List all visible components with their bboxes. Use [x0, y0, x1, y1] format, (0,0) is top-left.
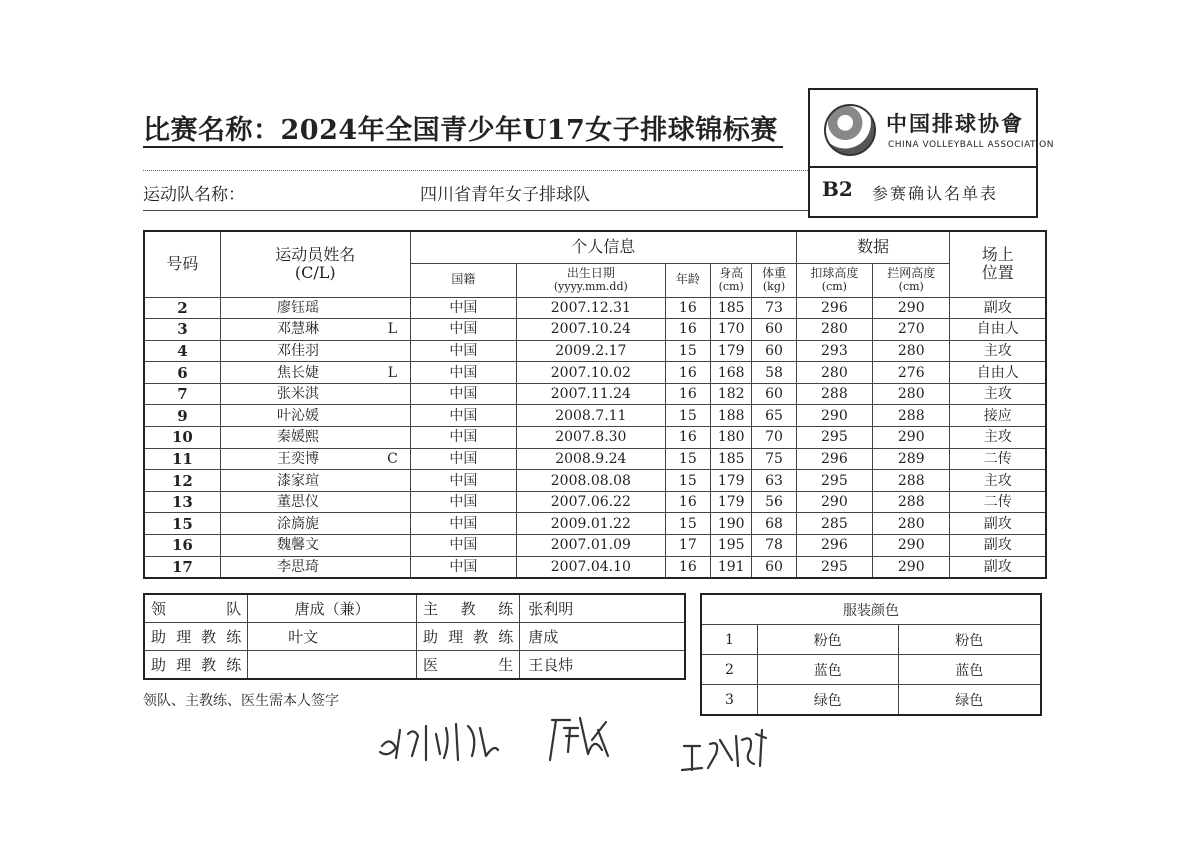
- player-spike: 290: [796, 405, 872, 427]
- player-name: 董思仪: [220, 491, 375, 513]
- player-number: 16: [144, 535, 220, 557]
- header-name: [220, 231, 410, 297]
- player-nationality: 中国: [410, 427, 516, 449]
- volleyball-logo-icon: [824, 104, 876, 156]
- player-number: 11: [144, 448, 220, 470]
- table-row: [144, 427, 1046, 449]
- player-block: 280: [873, 340, 950, 362]
- table-row: [144, 362, 1046, 384]
- player-position: 主攻: [950, 427, 1046, 449]
- player-age: 15: [665, 513, 710, 535]
- player-block: 288: [873, 405, 950, 427]
- header-personal: 个人信息: [410, 231, 796, 263]
- player-height: 179: [711, 470, 752, 492]
- player-position: 二传: [950, 448, 1046, 470]
- player-role: [375, 427, 410, 449]
- uniform-number: 3: [701, 685, 757, 716]
- uniform-number: 2: [701, 655, 757, 685]
- player-role: [375, 383, 410, 405]
- form-title: 参赛确认名单表: [872, 184, 999, 203]
- player-number: 7: [144, 383, 220, 405]
- player-age: 16: [665, 427, 710, 449]
- player-age: 15: [665, 340, 710, 362]
- player-spike: 295: [796, 556, 872, 578]
- player-number: 9: [144, 405, 220, 427]
- player-nationality: 中国: [410, 535, 516, 557]
- uniform-color-shirt: 粉色: [757, 625, 898, 655]
- player-nationality: 中国: [410, 491, 516, 513]
- player-dob: 2008.08.08: [517, 470, 666, 492]
- assistant-coach-label-3: 助理教练: [144, 651, 248, 680]
- player-block: 290: [873, 535, 950, 557]
- player-weight: 65: [752, 405, 796, 427]
- player-position: 副攻: [950, 556, 1046, 578]
- player-dob: 2008.9.24: [517, 448, 666, 470]
- player-age: 16: [665, 491, 710, 513]
- uniform-row: [701, 655, 1041, 685]
- player-spike: 296: [796, 448, 872, 470]
- header-dob: [517, 263, 666, 297]
- header-name-main: 运动员姓名: [275, 244, 356, 264]
- player-height: 185: [711, 448, 752, 470]
- table-row: [144, 448, 1046, 470]
- player-block: 290: [873, 427, 950, 449]
- assistant-coach-value-3: [248, 651, 417, 680]
- uniform-color-shorts: 蓝色: [898, 655, 1041, 685]
- player-height: 179: [711, 340, 752, 362]
- player-number: 12: [144, 470, 220, 492]
- table-row: [144, 513, 1046, 535]
- player-weight: 58: [752, 362, 796, 384]
- player-role: C: [375, 448, 410, 470]
- player-dob: 2007.01.09: [517, 535, 666, 557]
- dotted-divider: [143, 170, 808, 171]
- player-name: 王奕博: [220, 448, 375, 470]
- player-height: 188: [711, 405, 752, 427]
- player-name: 叶沁媛: [220, 405, 375, 427]
- header-height-label: 身高: [719, 265, 744, 280]
- player-dob: 2007.04.10: [517, 556, 666, 578]
- player-name: 李思琦: [220, 556, 375, 578]
- header-age: 年龄: [665, 263, 710, 297]
- player-block: 288: [873, 470, 950, 492]
- uniform-number: 1: [701, 625, 757, 655]
- player-position: 主攻: [950, 383, 1046, 405]
- player-block: 288: [873, 491, 950, 513]
- player-number: 3: [144, 319, 220, 341]
- player-weight: 60: [752, 383, 796, 405]
- header-dob-format: (yyyy.mm.dd): [553, 279, 628, 293]
- header-dob-label: 出生日期: [566, 265, 615, 280]
- player-age: 15: [665, 448, 710, 470]
- player-role: [375, 491, 410, 513]
- player-role: [375, 556, 410, 578]
- table-row: [144, 535, 1046, 557]
- player-position: 副攻: [950, 297, 1046, 319]
- player-age: 15: [665, 470, 710, 492]
- uniform-color-shirt: 绿色: [757, 685, 898, 716]
- signature-head-coach: [380, 724, 498, 760]
- roster-body: [144, 297, 1046, 578]
- player-number: 15: [144, 513, 220, 535]
- player-block: 289: [873, 448, 950, 470]
- player-height: 168: [711, 362, 752, 384]
- header-position-1: 场上: [981, 244, 1014, 264]
- player-name: 张米淇: [220, 383, 375, 405]
- player-height: 170: [711, 319, 752, 341]
- player-dob: 2007.11.24: [517, 383, 666, 405]
- logo-divider: [810, 166, 1036, 168]
- uniform-row: [701, 625, 1041, 655]
- form-code: B2: [822, 177, 853, 201]
- signature-doctor: [682, 730, 766, 770]
- player-number: 17: [144, 556, 220, 578]
- player-role: [375, 340, 410, 362]
- player-name: 焦长婕: [220, 362, 375, 384]
- player-dob: 2009.01.22: [517, 513, 666, 535]
- doctor-value: 王良炜: [520, 651, 685, 680]
- header-block: [873, 263, 950, 297]
- table-row: [144, 405, 1046, 427]
- roster-table: [143, 230, 1047, 579]
- table-row: [144, 383, 1046, 405]
- player-role: [375, 470, 410, 492]
- header-spike-unit: (cm): [821, 279, 847, 293]
- player-height: 195: [711, 535, 752, 557]
- player-weight: 70: [752, 427, 796, 449]
- player-height: 191: [711, 556, 752, 578]
- player-nationality: 中国: [410, 470, 516, 492]
- leader-value: 唐成（兼）: [248, 594, 417, 623]
- player-age: 16: [665, 383, 710, 405]
- uniform-color-shorts: 粉色: [898, 625, 1041, 655]
- logo-name-cn: 中国排球协會: [886, 111, 1024, 136]
- player-role: [375, 297, 410, 319]
- uniform-title: 服装颜色: [701, 594, 1041, 625]
- uniform-color-shirt: 蓝色: [757, 655, 898, 685]
- player-name: 秦媛熙: [220, 427, 375, 449]
- player-nationality: 中国: [410, 319, 516, 341]
- signature-note: 领队、主教练、医生需本人签字: [143, 693, 339, 709]
- player-height: 182: [711, 383, 752, 405]
- player-age: 17: [665, 535, 710, 557]
- player-dob: 2009.2.17: [517, 340, 666, 362]
- player-number: 10: [144, 427, 220, 449]
- player-role: L: [375, 319, 410, 341]
- player-dob: 2007.10.02: [517, 362, 666, 384]
- team-name: 四川省青年女子排球队: [420, 185, 590, 205]
- player-name: 邓佳羽: [220, 340, 375, 362]
- header-name-sub: (C/L): [294, 263, 336, 283]
- player-role: [375, 535, 410, 557]
- header-block-unit: (cm): [898, 279, 924, 293]
- player-nationality: 中国: [410, 513, 516, 535]
- player-spike: 280: [796, 362, 872, 384]
- player-height: 179: [711, 491, 752, 513]
- player-block: 290: [873, 297, 950, 319]
- player-spike: 293: [796, 340, 872, 362]
- logo-name-en: CHINA VOLLEYBALL ASSOCIATION: [888, 140, 1055, 150]
- player-weight: 78: [752, 535, 796, 557]
- player-dob: 2007.06.22: [517, 491, 666, 513]
- player-role: [375, 405, 410, 427]
- player-spike: 280: [796, 319, 872, 341]
- player-position: 接应: [950, 405, 1046, 427]
- player-number: 6: [144, 362, 220, 384]
- player-height: 190: [711, 513, 752, 535]
- player-height: 185: [711, 297, 752, 319]
- table-row: [144, 319, 1046, 341]
- player-spike: 285: [796, 513, 872, 535]
- header-spike-label: 扣球高度: [810, 265, 859, 280]
- header-weight-unit: (kg): [762, 279, 786, 293]
- table-row: [144, 470, 1046, 492]
- doctor-label: 医生: [417, 651, 520, 680]
- header-spike: [796, 263, 872, 297]
- player-weight: 68: [752, 513, 796, 535]
- player-nationality: 中国: [410, 362, 516, 384]
- header-height-unit: (cm): [718, 279, 744, 293]
- player-name: 廖钰瑶: [220, 297, 375, 319]
- player-dob: 2008.7.11: [517, 405, 666, 427]
- team-underline: [143, 210, 808, 211]
- player-number: 4: [144, 340, 220, 362]
- assistant-coach-label-2: 助理教练: [417, 623, 520, 651]
- player-nationality: 中国: [410, 383, 516, 405]
- player-nationality: 中国: [410, 556, 516, 578]
- player-block: 280: [873, 513, 950, 535]
- player-position: 副攻: [950, 535, 1046, 557]
- player-nationality: 中国: [410, 297, 516, 319]
- title-underline: [143, 146, 783, 148]
- player-position: 二传: [950, 491, 1046, 513]
- player-spike: 295: [796, 427, 872, 449]
- uniform-color-table: [700, 593, 1042, 716]
- player-dob: 2007.8.30: [517, 427, 666, 449]
- player-age: 16: [665, 362, 710, 384]
- assistant-coach-value-1: 叶文: [248, 623, 417, 651]
- header-weight: [752, 263, 796, 297]
- page-title: 比赛名称：2024年全国青少年U17女子排球锦标赛: [143, 115, 778, 146]
- player-position: 自由人: [950, 362, 1046, 384]
- table-row: [144, 491, 1046, 513]
- player-position: 副攻: [950, 513, 1046, 535]
- assistant-coach-label-1: 助理教练: [144, 623, 248, 651]
- player-age: 16: [665, 556, 710, 578]
- header-nationality: 国籍: [410, 263, 516, 297]
- player-age: 15: [665, 405, 710, 427]
- table-row: [144, 556, 1046, 578]
- team-label: 运动队名称：: [143, 185, 245, 205]
- staff-table: [143, 593, 686, 680]
- player-weight: 63: [752, 470, 796, 492]
- player-position: 主攻: [950, 470, 1046, 492]
- player-nationality: 中国: [410, 448, 516, 470]
- player-spike: 288: [796, 383, 872, 405]
- handwritten-signatures: [370, 700, 790, 790]
- player-weight: 60: [752, 340, 796, 362]
- player-block: 270: [873, 319, 950, 341]
- player-age: 16: [665, 319, 710, 341]
- player-number: 2: [144, 297, 220, 319]
- player-number: 13: [144, 491, 220, 513]
- header-height: [711, 263, 752, 297]
- player-weight: 60: [752, 556, 796, 578]
- head-coach-label: 主教练: [417, 594, 520, 623]
- header-data: 数据: [796, 231, 950, 263]
- player-role: [375, 513, 410, 535]
- player-position: 主攻: [950, 340, 1046, 362]
- player-spike: 296: [796, 535, 872, 557]
- player-spike: 290: [796, 491, 872, 513]
- header-position: [950, 231, 1046, 297]
- signature-leader: [550, 718, 608, 760]
- association-logo-box: [808, 88, 1055, 218]
- player-age: 16: [665, 297, 710, 319]
- player-weight: 75: [752, 448, 796, 470]
- header-weight-label: 体重: [762, 265, 787, 280]
- head-coach-value: 张利明: [520, 594, 685, 623]
- player-nationality: 中国: [410, 405, 516, 427]
- player-nationality: 中国: [410, 340, 516, 362]
- player-spike: 295: [796, 470, 872, 492]
- header-number: 号码: [144, 231, 220, 297]
- table-row: [144, 297, 1046, 319]
- player-role: L: [375, 362, 410, 384]
- player-block: 280: [873, 383, 950, 405]
- player-weight: 60: [752, 319, 796, 341]
- assistant-coach-value-2: 唐成: [520, 623, 685, 651]
- table-row: [144, 340, 1046, 362]
- player-name: 涂旖旎: [220, 513, 375, 535]
- leader-label: 领队: [144, 594, 248, 623]
- player-block: 276: [873, 362, 950, 384]
- player-name: 魏馨文: [220, 535, 375, 557]
- player-spike: 296: [796, 297, 872, 319]
- player-height: 180: [711, 427, 752, 449]
- player-weight: 73: [752, 297, 796, 319]
- header-position-2: 位置: [981, 263, 1014, 283]
- player-weight: 56: [752, 491, 796, 513]
- player-name: 邓慧琳: [220, 319, 375, 341]
- player-block: 290: [873, 556, 950, 578]
- player-position: 自由人: [950, 319, 1046, 341]
- player-name: 漆家瑄: [220, 470, 375, 492]
- player-dob: 2007.12.31: [517, 297, 666, 319]
- header-block-label: 拦网高度: [887, 265, 936, 280]
- uniform-color-shorts: 绿色: [898, 685, 1041, 716]
- player-dob: 2007.10.24: [517, 319, 666, 341]
